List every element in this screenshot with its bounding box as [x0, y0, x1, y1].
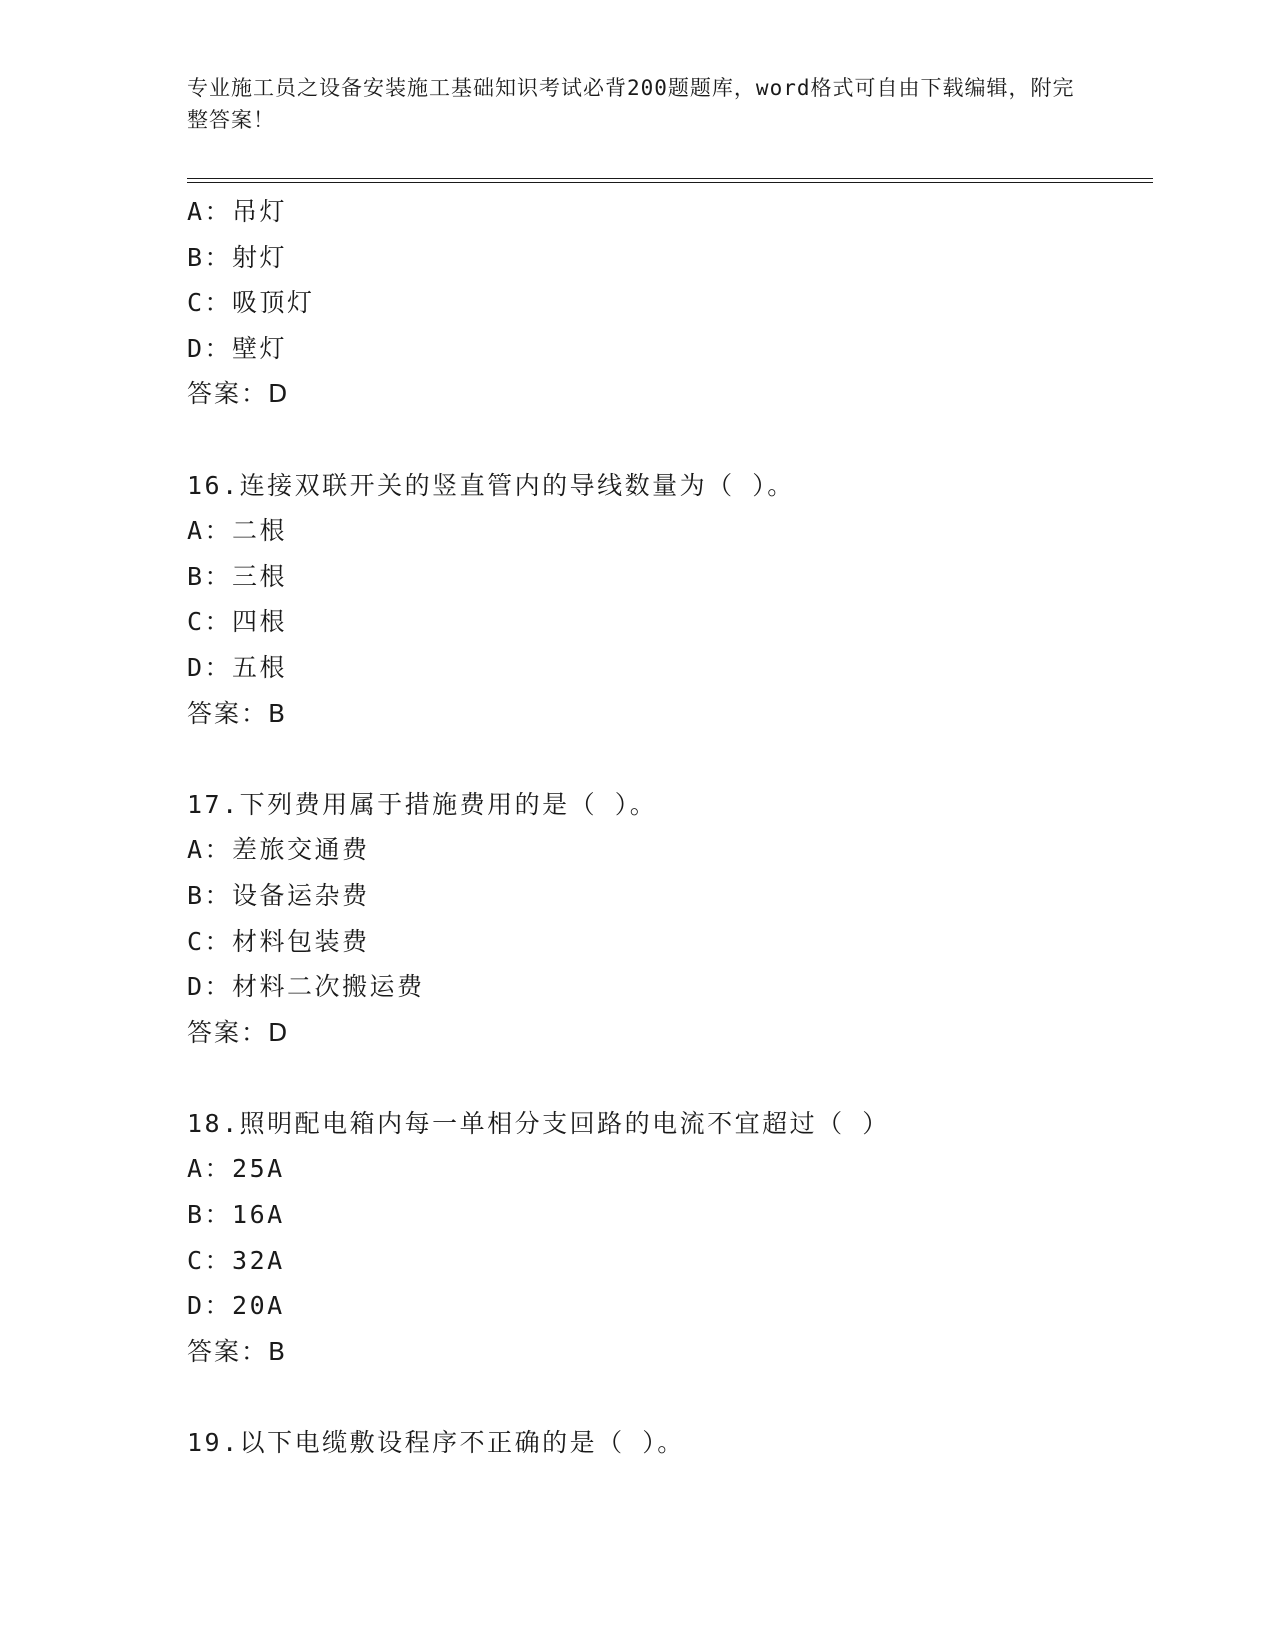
option-b: B：设备运杂费 [187, 880, 370, 910]
option-a: A：差旅交通费 [187, 835, 370, 865]
option-d: D：五根 [187, 652, 288, 682]
question-block [187, 1101, 1153, 1375]
question-block [187, 1420, 1153, 1466]
option-a: A：吊灯 [187, 197, 288, 226]
option-a: A：二根 [187, 516, 288, 546]
option-c: C：材料包装费 [187, 926, 370, 956]
question-block [187, 189, 1153, 417]
option-d: D：20A [187, 1291, 285, 1321]
question-list [187, 189, 1153, 1466]
document-header: 专业施工员之设备安装施工基础知识考试必背200题题库，word格式可自由下载编辑，附完整答案！ [187, 76, 1075, 132]
answer-line: 答案：B [187, 1336, 288, 1366]
option-b: B：三根 [187, 561, 288, 591]
answer-line: 答案：D [187, 1017, 290, 1047]
question-text: 16.连接双联开关的竖直管内的导线数量为（ ）。 [187, 470, 795, 500]
answer-line: 答案：B [187, 698, 288, 728]
option-a: A：25A [187, 1154, 285, 1184]
spacer [187, 417, 1153, 463]
question-block [187, 463, 1153, 737]
option-c: C：吸顶灯 [187, 288, 315, 318]
header-divider-bottom [187, 182, 1153, 183]
option-b: B：射灯 [187, 242, 288, 272]
option-c: C：四根 [187, 607, 288, 637]
question-text: 19.以下电缆敷设程序不正确的是（ ）。 [187, 1428, 685, 1458]
option-c: C：32A [187, 1245, 285, 1275]
option-b: B：16A [187, 1200, 285, 1230]
spacer [187, 1374, 1153, 1420]
header-divider-top [187, 178, 1153, 179]
question-block [187, 782, 1153, 1056]
spacer [187, 736, 1153, 782]
answer-line: 答案：D [187, 379, 290, 409]
question-text: 17.下列费用属于措施费用的是（ ）。 [187, 789, 658, 819]
option-d: D：壁灯 [187, 333, 288, 363]
spacer [187, 1055, 1153, 1101]
option-d: D：材料二次搬运费 [187, 972, 425, 1002]
question-text: 18.照明配电箱内每一单相分支回路的电流不宜超过（ ） [187, 1108, 890, 1138]
